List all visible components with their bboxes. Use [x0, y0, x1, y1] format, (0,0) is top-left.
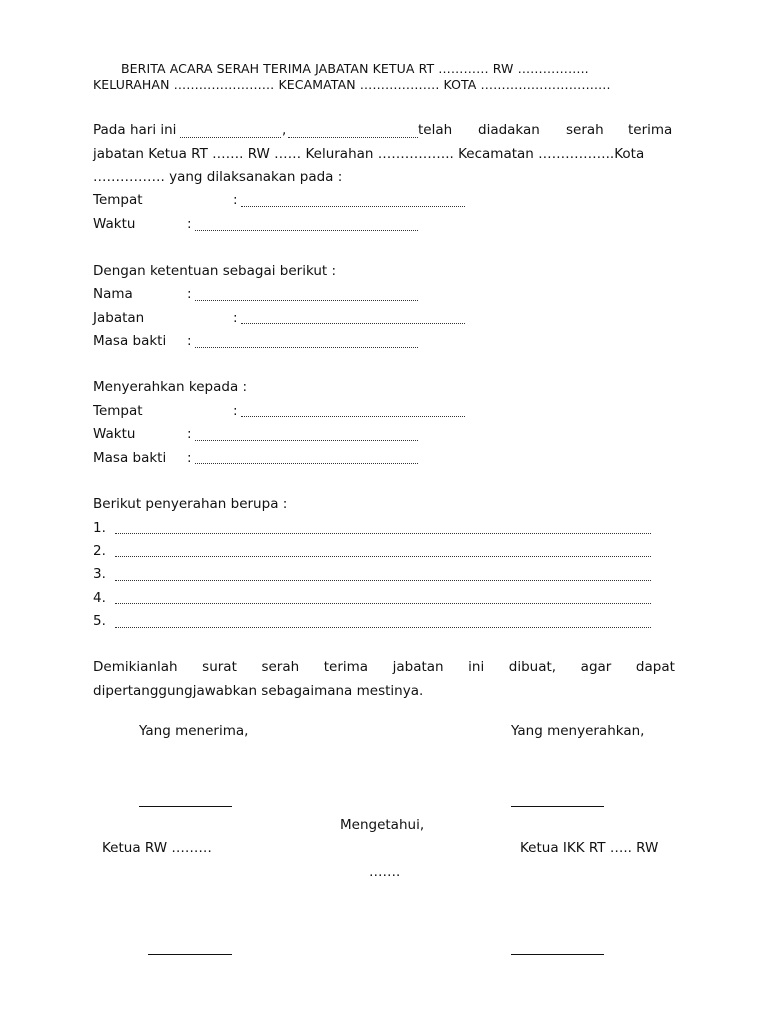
penerima-masa-blank	[195, 463, 418, 464]
closing-line-1	[93, 659, 675, 675]
closing-word: Demikianlah	[93, 659, 178, 675]
document-title-line-1: BERITA ACARA SERAH TERIMA JABATAN KETUA RT ………… RW ……………..	[121, 61, 589, 76]
waktu-label: Waktu	[93, 216, 136, 232]
intro-word-terima: terima	[628, 122, 673, 138]
jabatan-blank	[241, 323, 465, 324]
nama-blank	[195, 300, 418, 301]
nama-colon: :	[187, 286, 192, 302]
nama-label: Nama	[93, 286, 133, 302]
ketua-ikk-label: Ketua IKK RT ….. RW	[520, 840, 659, 856]
penerima-heading: Menyerahkan kepada :	[93, 379, 248, 395]
waktu-colon: :	[187, 216, 192, 232]
tempat-colon: :	[233, 192, 238, 208]
day-blank	[180, 137, 281, 138]
intro-word-pada-hari-ini: Pada hari ini	[93, 122, 177, 138]
item-number-4: 4.	[93, 590, 106, 606]
closing-word: serah	[261, 659, 300, 675]
closing-word: jabatan	[392, 659, 444, 675]
date-blank	[288, 137, 418, 138]
item-blank-4	[115, 603, 651, 604]
intro-line-3: ……………. yang dilaksanakan pada :	[93, 169, 343, 185]
closing-word: dibuat,	[508, 659, 557, 675]
ketentuan-heading: Dengan ketentuan sebagai berikut :	[93, 263, 337, 279]
penerima-waktu-colon: :	[187, 426, 192, 442]
items-heading: Berikut penyerahan berupa :	[93, 496, 288, 512]
penerima-masa-colon: :	[187, 450, 192, 466]
tempat-label: Tempat	[93, 192, 143, 208]
closing-word: dapat	[635, 659, 675, 675]
closing-word: terima	[323, 659, 369, 675]
penerima-tempat-label: Tempat	[93, 403, 143, 419]
item-number-1: 1.	[93, 520, 106, 536]
giver-signature-line	[511, 806, 604, 807]
intro-word-diadakan: diadakan	[478, 122, 540, 138]
document-title-line-2: KELURAHAN …………………… KECAMATAN ………………. KOTA ………………………….	[93, 77, 611, 92]
receiver-label: Yang menerima,	[139, 723, 249, 739]
closing-word: agar	[580, 659, 612, 675]
jabatan-label: Jabatan	[93, 310, 145, 326]
ketua-rw-label: Ketua RW ………	[102, 840, 212, 856]
witness-label: Mengetahui,	[340, 817, 425, 833]
masa-bakti-blank	[195, 347, 418, 348]
penerima-waktu-blank	[195, 440, 418, 441]
waktu-blank	[195, 230, 418, 231]
receiver-signature-line	[139, 806, 232, 807]
giver-label: Yang menyerahkan,	[511, 723, 645, 739]
penerima-tempat-blank	[241, 416, 465, 417]
ketua-rw-signature-line	[148, 954, 232, 955]
tempat-blank	[241, 206, 465, 207]
ketua-ikk-continuation: …….	[369, 864, 401, 880]
penerima-waktu-label: Waktu	[93, 426, 136, 442]
penerima-tempat-colon: :	[233, 403, 238, 419]
closing-word: ini	[468, 659, 485, 675]
item-blank-1	[115, 533, 651, 534]
intro-word-serah: serah	[566, 122, 604, 138]
jabatan-colon: :	[233, 310, 238, 326]
item-number-3: 3.	[93, 566, 106, 582]
masa-bakti-label: Masa bakti	[93, 333, 167, 349]
penerima-masa-label: Masa bakti	[93, 450, 167, 466]
item-number-5: 5.	[93, 613, 106, 629]
item-number-2: 2.	[93, 543, 106, 559]
closing-line-2: dipertanggungjawabkan sebagaimana mestinya.	[93, 683, 424, 699]
intro-comma: ,	[282, 122, 287, 138]
item-blank-5	[115, 627, 651, 628]
item-blank-3	[115, 580, 651, 581]
intro-word-telah: telah	[418, 122, 453, 138]
masa-bakti-colon: :	[187, 333, 192, 349]
closing-word: surat	[202, 659, 237, 675]
intro-line-2: jabatan Ketua RT ……. RW …… Kelurahan …………….. Kecamatan ……………..Kota	[93, 146, 645, 162]
item-blank-2	[115, 556, 651, 557]
ketua-ikk-signature-line	[511, 954, 604, 955]
